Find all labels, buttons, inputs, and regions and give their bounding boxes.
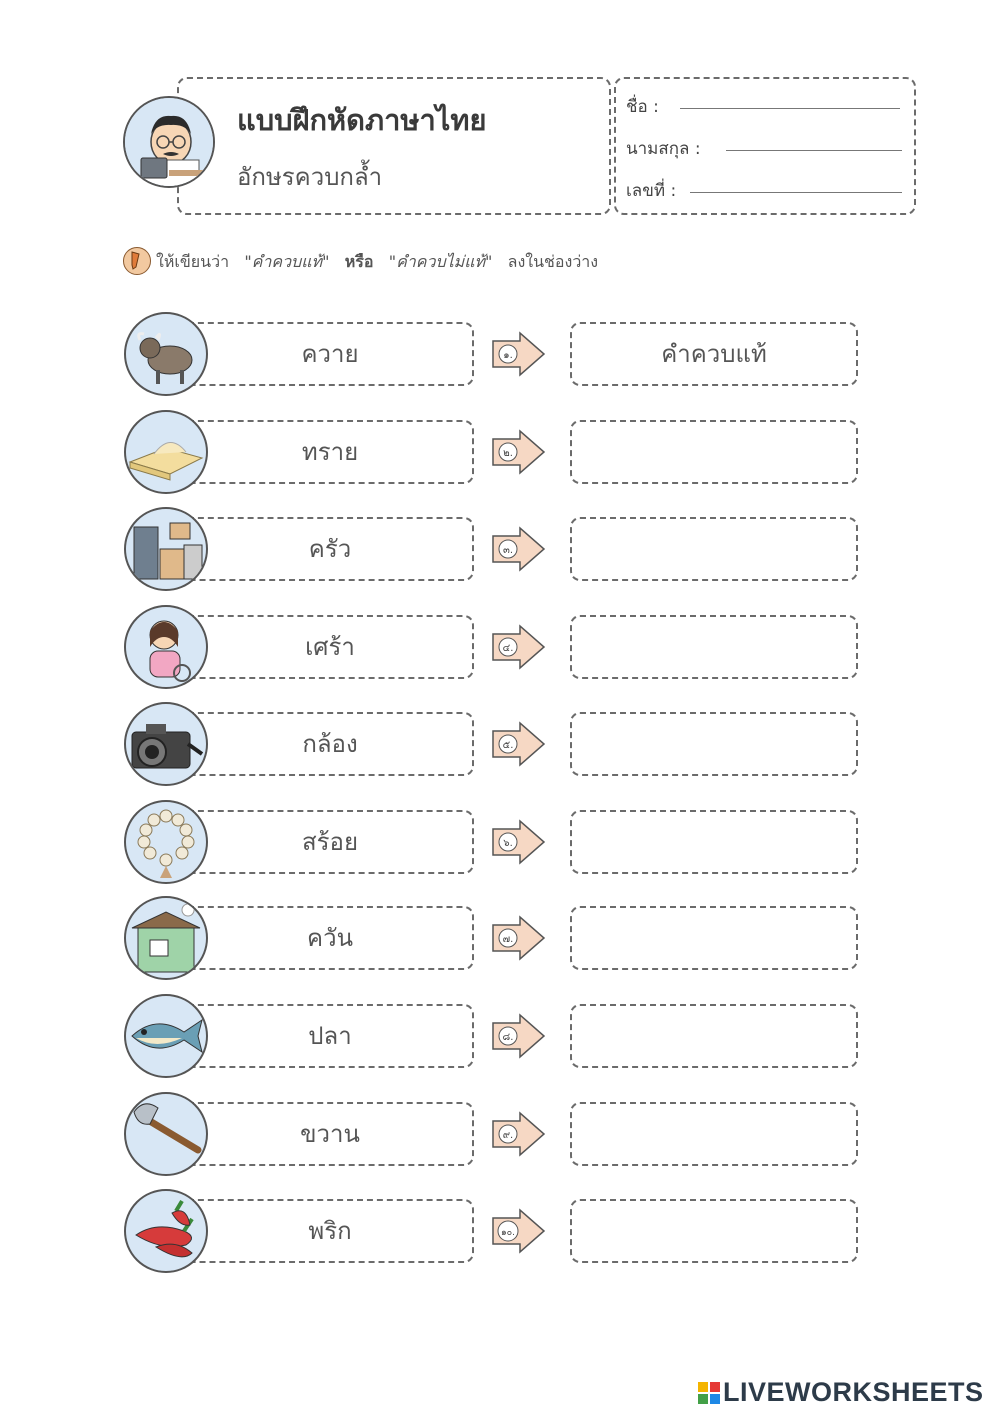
fish-icon — [124, 994, 208, 1078]
answer-box[interactable] — [570, 906, 858, 970]
instruction-option-false: "คำควบไม่แท้" — [388, 252, 493, 271]
answer-box[interactable] — [570, 1102, 858, 1166]
word-label: ควัน — [307, 924, 353, 952]
surname-label: นามสกุล : — [626, 139, 701, 159]
name-field[interactable] — [680, 108, 900, 109]
sand-icon — [124, 410, 208, 494]
brand-name: LIVEWORKSHEETS — [723, 1377, 984, 1407]
page-title: แบบฝึกหัดภาษาไทย — [237, 103, 487, 137]
arrow-badge — [490, 429, 546, 475]
arrow-badge — [490, 624, 546, 670]
answer-box[interactable] — [570, 810, 858, 874]
instruction-suffix: ลงในช่องว่าง — [507, 252, 599, 271]
answer-box[interactable] — [570, 712, 858, 776]
arrow-badge — [490, 819, 546, 865]
smoke-house-icon — [124, 896, 208, 980]
arrow-badge — [490, 526, 546, 572]
number-field[interactable] — [690, 192, 902, 193]
liveworksheets-logo-icon — [698, 1382, 720, 1404]
answer-box[interactable] — [570, 615, 858, 679]
item-number: ๓. — [502, 545, 514, 556]
chili-icon — [124, 1189, 208, 1273]
item-number: ๖. — [503, 838, 513, 849]
axe-icon — [124, 1092, 208, 1176]
camera-icon — [124, 702, 208, 786]
answer-text[interactable]: คำควบแท้ — [661, 340, 767, 368]
page-subtitle: อักษรควบกล้ำ — [237, 163, 383, 191]
answer-box[interactable] — [570, 517, 858, 581]
name-label: ชื่อ : — [626, 97, 659, 117]
answer-box[interactable] — [570, 1004, 858, 1068]
item-number: ๕. — [502, 740, 514, 751]
instruction-prefix: ให้เขียนว่า — [156, 252, 230, 271]
word-label: ทราย — [301, 438, 359, 466]
necklace-icon — [124, 800, 208, 884]
answer-box[interactable] — [570, 420, 858, 484]
item-number: ๙. — [502, 1130, 514, 1141]
buffalo-icon — [124, 312, 208, 396]
instruction-connector: หรือ — [344, 252, 374, 271]
sad-girl-icon — [124, 605, 208, 689]
item-number: ๑. — [503, 350, 513, 361]
item-number: ๘. — [502, 1032, 514, 1043]
arrow-badge — [490, 1013, 546, 1059]
pencil-icon — [123, 247, 151, 275]
word-label: ขวาน — [300, 1120, 360, 1148]
arrow-badge — [490, 915, 546, 961]
arrow-badge — [490, 1208, 546, 1254]
word-label: พริก — [308, 1217, 352, 1245]
arrow-badge — [490, 721, 546, 767]
word-label: กล้อง — [302, 730, 358, 758]
instruction-option-true: "คำควบแท้" — [244, 252, 330, 271]
number-label: เลขที่ : — [626, 181, 677, 201]
item-number: ๗. — [502, 934, 514, 945]
item-number: ๔. — [502, 643, 514, 654]
item-number: ๒. — [503, 448, 513, 459]
arrow-badge — [490, 331, 546, 377]
kitchen-icon — [124, 507, 208, 591]
surname-field[interactable] — [726, 150, 902, 151]
arrow-badge — [490, 1111, 546, 1157]
word-label: สร้อย — [301, 828, 358, 856]
word-label: ครัว — [308, 535, 352, 563]
instruction-text — [156, 250, 598, 275]
word-label: เศร้า — [305, 633, 355, 661]
word-label: ปลา — [308, 1022, 352, 1050]
item-number: ๑๐. — [500, 1228, 516, 1238]
word-label: ควาย — [301, 340, 359, 368]
teacher-avatar-icon — [123, 96, 215, 188]
answer-box[interactable] — [570, 1199, 858, 1263]
